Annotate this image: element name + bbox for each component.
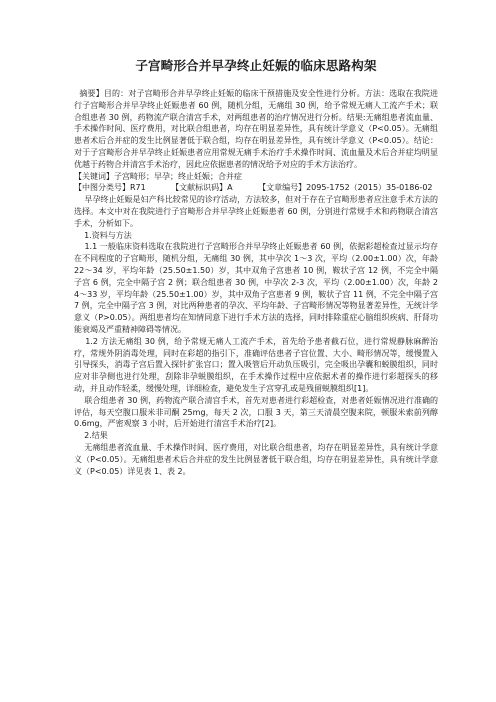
classification-line: 【中图分类号】R71 【文献标识码】A 【文章编号】2095-1752（2015）35-0186-02	[74, 183, 433, 193]
article-body	[74, 88, 441, 477]
method-painless-paragraph: 1.2 方法无痛组 30 例，给予常规无痛人工流产手术，首先给予患者截石位，进行常规静脉麻醉治疗，常规外阴消毒处理，同时在彩超的指引下，准确评估患者子宫位置、大小、畸形情况等，缓慢置入引导探头，消毒子宫后置入探针扩张宫口；置入吸管后开动负压吸引，完全吸出孕囊和蜕膜组织，同时应对非孕侧也进行处理，刮除非孕蜕膜组织，在手术操作过程中应依据术者的操作进行彩超探头的移动，并且动作轻柔，缓慢处理，详细检查，避免发生子宫穿孔或是残留蜕膜组织[1]。	[74, 336, 439, 393]
results-paragraph: 无痛组患者流血量、手术操作时间、医疗费用，对比联合组患者，均存在明显差异性，具有统计学意义（P<0.05）。无痛组患者术后合并症的发生比例显著低于联合组，均存在明显差异性，具有统计学意义（P<0.05）详见表 1、表 2。	[74, 442, 438, 476]
method-combined-paragraph: 联合组患者 30 例，药物流产联合清宫手术，首先对患者进行彩超检查，对患者妊娠情况进行准确的评估，每天空腹口服米非司酮 25mg，每天 2 次，口服 3 天，第三天清晨空腹来院，顿服米索前列醇 0.6mg，严密观察 3 小时，后开始进行清宫手术治疗[2]。	[74, 395, 441, 429]
page-title: 子宫畸形合并早孕终止妊娠的临床思路构架	[135, 58, 377, 73]
abstract-paragraph: 摘要】目的：对子宫畸形合并早孕终止妊娠的临床干预措施及安全性进行分析。方法：选取在我院进行子宫畸形合并早孕终止妊娠患者 60 例，随机分组，无痛组 30 例，给予常规无痛人工流产手术；联合组患者 30 例，药物流产联合清宫手术，对两组患者的治疗情况进行分析。结果:无痛组患者流血量、手术操作时间、医疗费用，对比联合组患者，均存在明显差异性，具有统计学意义（P<0.05）。无痛组患者术后合并症的发生比例显著低于联合组，均存在明显差异性，具有统计学意义（P<0.05）。结论：对于子宫畸形合并早孕终止妊娠患者应用常规无痛手术治疗手术操作时间、流血量及术后合并症均明显优越于药物合并清宫手术治疗，因此应依据患者的情况给予对应的手术方法治疗。	[74, 89, 439, 169]
clinical-data-paragraph: 1.1 一般临床资料选取在我院进行子宫畸形合并早孕终止妊娠患者 60 例，依据彩超检查过显示均存在不同程度的子宫畸形，随机分组，无痛组 30 例，其中孕次 1～3 次，平均（2.00±1.00）次，年龄 22～34 岁，平均年龄（25.50±1.50）岁，其中双角子宫患者 10 例，鞍状子宫 12 例，不完全中隔子宫 6 例，完全中隔子宫 2 例；联合组患者 30 例，中孕次 2-3 次，平均（2.00±1.00）次，年龄 24～33 岁，平均年龄（25.50±1.00）岁，其中双角子宫患者 9 例，鞍状子宫 11 例，不完全中隔子宫 7 例，完全中隔子宫 3 例，对比两种患者的孕次、平均年龄、子宫畸形情况等物显著差异性，无统计学意义（P>0.05）。两组患者均在知情同意下进行手术方法的选择，同时排除重症心脑组织疾病、肝肾功能衰竭及严重精神障碍等情况。	[74, 242, 441, 334]
section-heading-methods: 1.资料与方法	[74, 230, 132, 240]
keywords-line: 【关键词】子宫畸形；早孕；终止妊娠；合并症	[74, 171, 242, 181]
section-heading-results: 2.结果	[74, 431, 108, 441]
intro-paragraph: 早孕终止妊娠是妇产科比较常见的诊疗活动，方法较多，但对于存在子宫畸形患者应注意手术方法的选择。本文中对在我院进行子宫畸形合并早孕终止妊娠患者 60 例，分别进行常规手术和药物联合清宫手术，分析如下。	[74, 195, 438, 228]
